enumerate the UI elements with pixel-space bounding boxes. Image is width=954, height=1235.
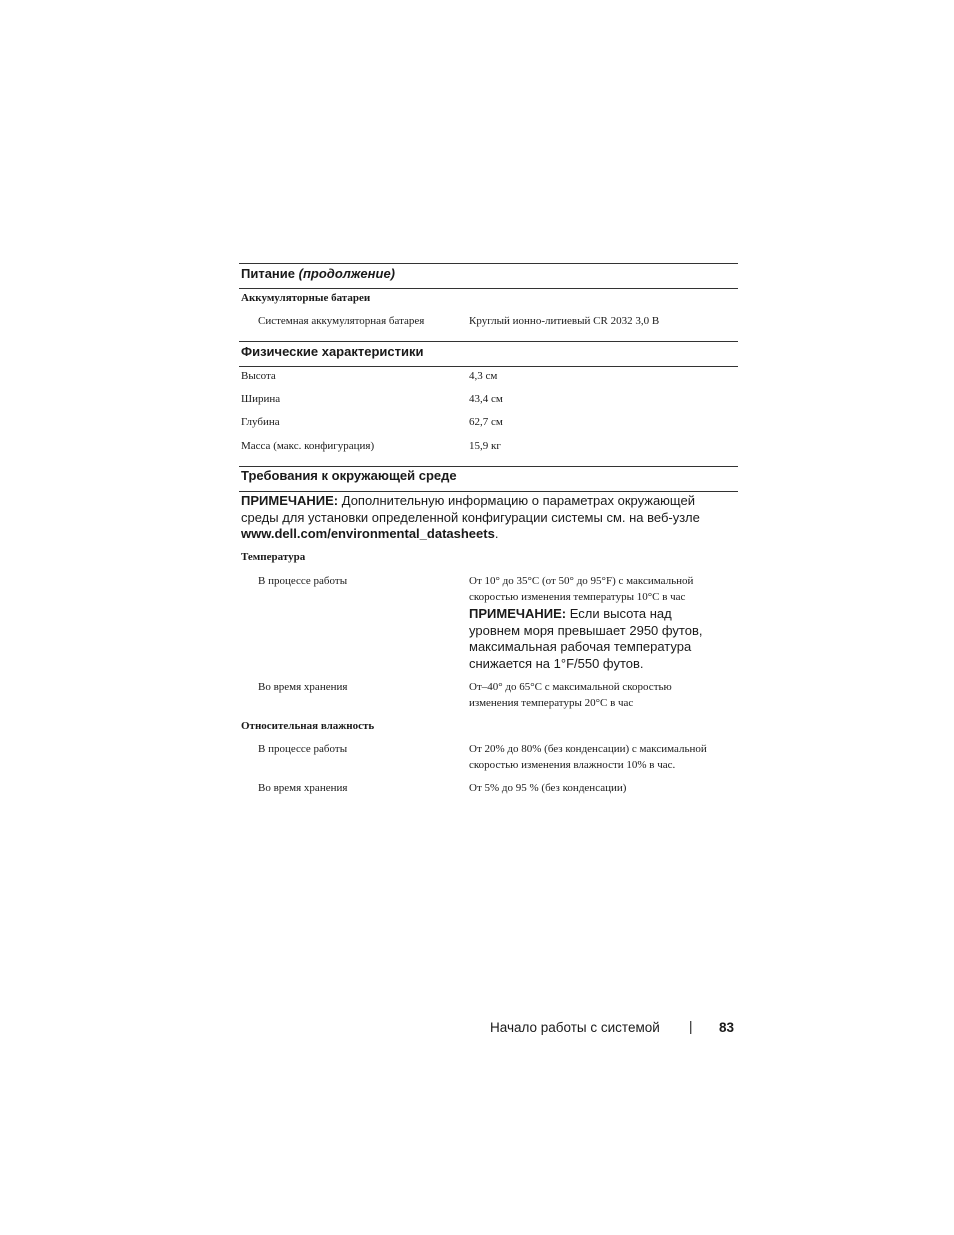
note-label: ПРИМЕЧАНИЕ: — [241, 493, 339, 508]
environmental-datasheets-link[interactable]: www.dell.com/environmental_datasheets — [241, 526, 495, 541]
power-rule — [239, 288, 738, 289]
temperature-storage-value: От–40° до 65°C с максимальной скоростью изменения температуры 20°C в час — [469, 681, 672, 709]
physical-row-label: Масса (макс. конфигурация) — [241, 440, 375, 452]
physical-row-label: Ширина — [241, 393, 281, 405]
physical-row-value: 15,9 кг — [469, 440, 501, 452]
page-number: 83 — [719, 1020, 735, 1035]
physical-rule — [239, 366, 738, 367]
power-title: Питание — [241, 266, 296, 281]
humidity-operating-label: В процессе работы — [258, 743, 348, 755]
physical-row-value: 62,7 см — [469, 416, 503, 428]
environment-note-line: ПРИМЕЧАНИЕ: Дополнительную информацию о параметрах окружающей — [241, 493, 695, 508]
temperature-operating-label: В процессе работы — [258, 575, 348, 587]
temperature-operating-note: ПРИМЕЧАНИЕ: Если высота над уровнем моря превышает 2950 футов, максимальная рабочая температура снижается на 1°F/550 футов. — [469, 606, 703, 671]
footer-section-title: Начало работы с системой — [490, 1020, 660, 1035]
temperature-operating-value: От 10° до 35°C (от 50° до 95°F) с максимальной скоростью изменения температуры 10°C в час — [469, 575, 694, 603]
physical-heading: Физические характеристики — [241, 344, 424, 359]
top-rule — [239, 263, 738, 264]
note-label: ПРИМЕЧАНИЕ: — [469, 606, 567, 621]
environment-heading: Требования к окружающей среде — [241, 468, 457, 483]
environment-note-line: среды для установки определенной конфигурации системы см. на веб-узле — [241, 509, 700, 525]
batteries-label: Аккумуляторные батареи — [241, 292, 371, 304]
temperature-storage-label: Во время хранения — [258, 681, 348, 693]
environment-top-rule — [239, 466, 738, 467]
physical-row-label: Глубина — [241, 416, 280, 428]
physical-top-rule — [239, 341, 738, 342]
physical-row-label: Высота — [241, 370, 276, 382]
footer-separator: | — [689, 1019, 693, 1034]
humidity-storage-label: Во время хранения — [258, 782, 348, 794]
environment-rule — [239, 491, 738, 492]
temperature-label: Температура — [241, 551, 306, 563]
system-battery-value: Круглый ионно-литиевый CR 2032 3,0 В — [469, 315, 660, 327]
physical-row-value: 4,3 см — [469, 370, 498, 382]
humidity-label: Относительная влажность — [241, 720, 375, 732]
environment-note — [241, 493, 738, 543]
system-battery-label: Системная аккумуляторная батарея — [258, 315, 425, 327]
humidity-operating-value: От 20% до 80% (без конденсации) с максимальной скоростью изменения влажности 10% в час. — [469, 743, 707, 771]
power-title-suffix: (продолжение) — [298, 266, 396, 281]
humidity-storage-value: От 5% до 95 % (без конденсации) — [469, 782, 627, 794]
physical-row-value: 43,4 см — [469, 393, 503, 405]
environment-note-line: www.dell.com/environmental_datasheets. — [241, 526, 499, 541]
power-heading — [241, 266, 395, 281]
